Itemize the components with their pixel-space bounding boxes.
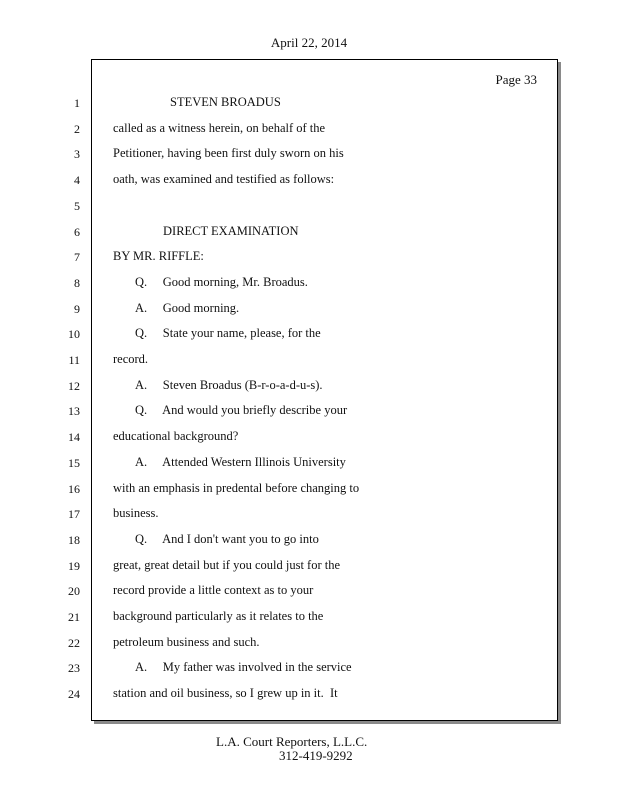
transcript-date: April 22, 2014: [270, 35, 348, 50]
line-text: educational background?: [113, 429, 239, 443]
line-text: A. Attended Western Illinois University: [135, 455, 346, 469]
line-text: record.: [113, 352, 149, 366]
line-number: 19: [68, 559, 80, 573]
line-number: 15: [68, 456, 80, 470]
line-number: 12: [68, 379, 80, 393]
line-number: 7: [74, 250, 80, 264]
footer-phone: 312-419-9292: [279, 748, 353, 763]
line-text: station and oil business, so I grew up in it. It: [113, 686, 338, 700]
page-number: Page 33: [495, 72, 537, 87]
line-number: 2: [74, 122, 80, 136]
line-text: great, great detail but if you could just for the: [113, 558, 341, 572]
line-number: 5: [74, 199, 80, 213]
line-number: 20: [68, 584, 80, 598]
line-text: A. Steven Broadus (B-r-o-a-d-u-s).: [135, 378, 323, 392]
line-number: 1: [74, 96, 80, 110]
line-number: 17: [68, 507, 80, 521]
line-text: called as a witness herein, on behalf of the: [113, 121, 326, 135]
line-text: record provide a little context as to your: [113, 583, 314, 597]
footer-company: L.A. Court Reporters, L.L.C.: [216, 734, 368, 749]
line-text: Q. State your name, please, for the: [135, 326, 321, 340]
line-number: 18: [68, 533, 80, 547]
line-text: business.: [113, 506, 159, 520]
line-text: background particularly as it relates to the: [113, 609, 324, 623]
line-text: Q. Good morning, Mr. Broadus.: [135, 275, 308, 289]
line-number: 24: [68, 687, 80, 701]
line-text: Q. And would you briefly describe your: [135, 403, 348, 417]
line-number: 10: [68, 327, 80, 341]
line-number: 21: [68, 610, 80, 624]
line-number: 3: [74, 147, 80, 161]
line-text: petroleum business and such.: [113, 635, 260, 649]
line-number: 4: [74, 173, 80, 187]
line-text: A. Good morning.: [135, 301, 240, 315]
line-number: 16: [68, 482, 80, 496]
line-text: Q. And I don't want you to go into: [135, 532, 319, 546]
line-number: 11: [68, 353, 80, 367]
line-number: 23: [68, 661, 80, 675]
line-text: BY MR. RIFFLE:: [113, 249, 204, 263]
line-text: with an emphasis in predental before changing to: [113, 481, 360, 495]
line-text: DIRECT EXAMINATION: [163, 224, 299, 238]
line-number: 9: [74, 302, 80, 316]
line-text: oath, was examined and testified as follows:: [113, 172, 335, 186]
line-text: STEVEN BROADUS: [170, 95, 281, 109]
line-number: 6: [74, 225, 80, 239]
line-text: A. My father was involved in the service: [135, 660, 352, 674]
line-number: 8: [74, 276, 80, 290]
line-number: 14: [68, 430, 80, 444]
line-text: Petitioner, having been first duly sworn on his: [113, 146, 344, 160]
line-number: 22: [68, 636, 80, 650]
line-number: 13: [68, 404, 80, 418]
